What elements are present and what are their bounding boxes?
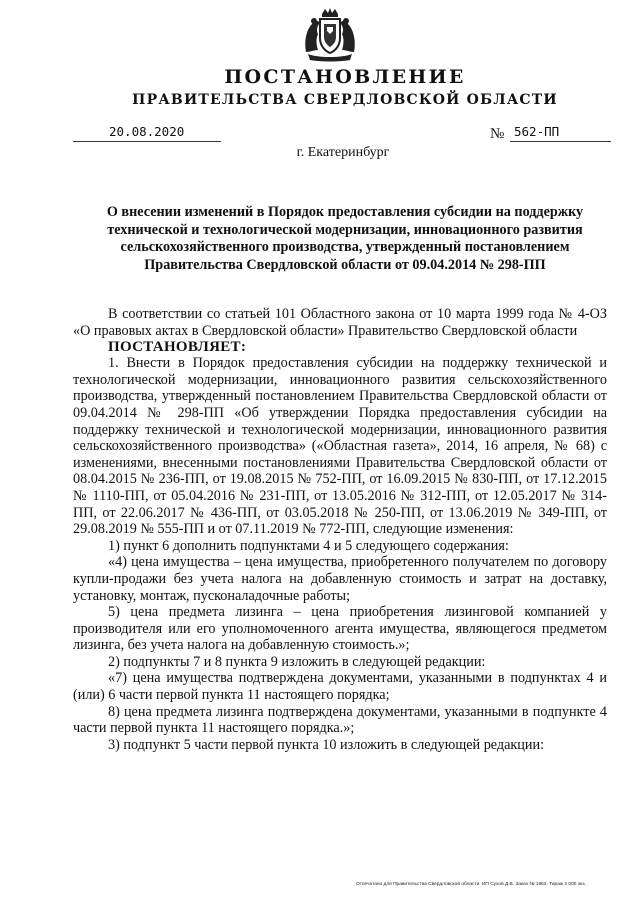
paragraph: «4) цена имущества – цена имущества, приобретенного получателем по договору купли-продажи без учета налога на добавленную стоимость и затрат на доставку, установку, монтаж, пусконаладочные работы; — [73, 554, 607, 604]
document-city: г. Екатеринбург — [296, 145, 390, 160]
document-title: ПОСТАНОВЛЕНИЕ — [224, 66, 466, 88]
paragraph: 2) подпункты 7 и 8 пункта 9 изложить в следующей редакции: — [108, 653, 486, 670]
decree-word: ПОСТАНОВЛЯЕТ: — [108, 339, 247, 356]
date-line — [73, 122, 221, 142]
document-heading: О внесении изменений в Порядок предоставления субсидии на поддержку технической и технологической модернизации, инновационного развития сельскохозяйственного производства, утвержденный постановлением Правительства Свердловской области от 09.04.2014 № 298-ПП — [106, 204, 584, 273]
number-label: № — [490, 126, 505, 142]
document-body — [73, 306, 607, 753]
document-number: 562-ПП — [514, 124, 560, 139]
print-footer: Отпечатано для Правительства Свердловской области. ИП Сухов Д.В. Заказ № 1963. Тираж 2 000 экз. — [356, 882, 586, 887]
paragraph: 3) подпункт 5 части первой пункта 10 изложить в следующей редакции: — [108, 736, 545, 753]
document-subtitle: ПРАВИТЕЛЬСТВА СВЕРДЛОВСКОЙ ОБЛАСТИ — [132, 92, 558, 108]
paragraph: 8) цена предмета лизинга подтверждена документами, указанными в подпункте 4 части первой пункта 11 настоящего порядка.»; — [73, 703, 607, 737]
coat-of-arms-icon — [300, 8, 360, 62]
number-line — [510, 122, 611, 142]
document-date: 20.08.2020 — [109, 124, 185, 139]
paragraph: 5) цена предмета лизинга – цена приобретения лизинговой компанией у производителя или его уполномоченного агента имущества, являющегося предметом лизинга, без учета налога на добавленную стоимость.»; — [73, 604, 607, 654]
preamble: В соответствии со статьей 101 Областного закона от 10 марта 1999 года № 4-ОЗ «О правовых актах в Свердловской области» Правительство Свердловской области — [73, 306, 607, 339]
paragraph: «7) цена имущества подтверждена документами, указанными в подпунктах 4 и (или) 6 части первой пункта 11 настоящего порядка; — [73, 670, 607, 704]
paragraph: 1) пункт 6 дополнить подпунктами 4 и 5 следующего содержания: — [108, 537, 509, 554]
paragraph: 1. Внести в Порядок предоставления субсидии на поддержку технической и технологической модернизации, инновационного развития сельскохозяйственного производства, утвержденный постановлением Правительства Свердловской области от 09.04.2014 № 298-ПП «Об утверждении Порядка предоставления субсидии на поддержку технической и технологической модернизации, инновационного развития сельскохозяйственного производства» («Областная газета», 2014, 16 апреля, № 68) с изменениями, внесенными постановлениями Правительства Свердловской области от 08.04.2015 № 236-ПП, от 19.08.2015 № 752-ПП, от 16.09.2015 № 830-ПП, от 17.12.2015 № 1110-ПП, от 05.04.2016 № 231-ПП, от 13.05.2016 № 312-ПП, от 12.05.2017 № 314-ПП, от 22.06.2017 № 436-ПП, от 03.05.2018 № 250-ПП, от 13.06.2019 № 349-ПП, от 29.08.2019 № 555-ПП и от 07.11.2019 № 772-ПП, следующие изменения: — [73, 355, 607, 538]
